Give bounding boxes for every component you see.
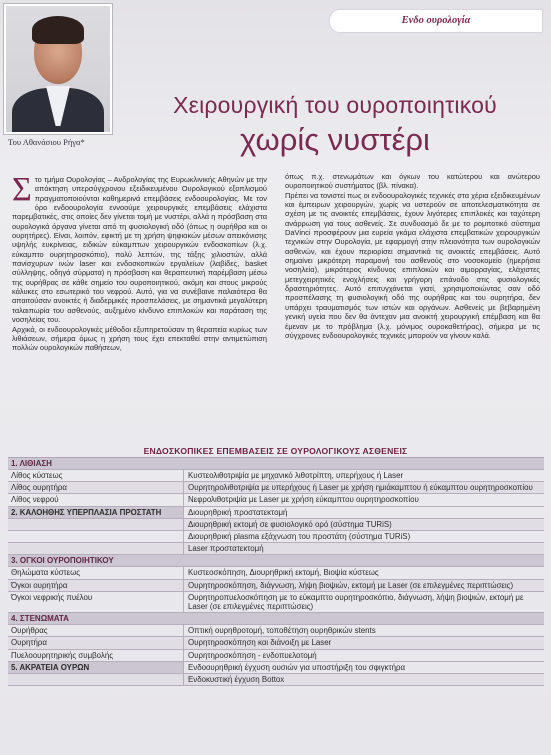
condition-cell: Πυελοουρητηρικής συμβολής [11, 650, 114, 660]
article-paragraph [12, 171, 267, 325]
procedure-cell: Ενδοκυστική έγχυση Bottox [183, 674, 544, 685]
article-paragraph: Αρχικά, οι ενδοουρολογικές μέθοδοι εξυπηρετούσαν τη θεραπεία κυρίως των λιθιάσεων, σήμερα όμως η χρήση τους έχει επεκταθεί στην αντιμετώπιση πολλών ουρολογικών παθήσεων, [12, 324, 267, 353]
condition-cell [8, 543, 183, 554]
procedure-cell: Ουρητηροσκόπηση και διάνοιξη με Laser [183, 637, 544, 648]
article-column-1 [12, 171, 267, 353]
procedure-cell: Ενδοουρηθρική έγχυση ουσιών για υποστήριξη του σφιγκτήρα [183, 662, 544, 673]
table-section-heading: 5. ΑΚΡΑΤΕΙΑ ΟΥΡΩΝ [8, 662, 183, 673]
table-row [8, 543, 544, 555]
table-row [8, 482, 544, 494]
procedure-cell: Κυστεοσκόπηση, Διουρηθρική εκτομή, Βιοψία κύστεως [183, 567, 544, 578]
table-section-heading: 4. ΣΤΕΝΩΜΑΤΑ [8, 613, 544, 625]
condition-cell: Όγκοι ουρητήρα [8, 580, 183, 591]
section-tag: Ενδο ουρολογία [330, 10, 542, 32]
photo-hair [32, 16, 84, 44]
procedure-cell: Ουρητηρολιθοτριψία με υπερήχους ή Laser με χρήση ημιάκαμπτου ή εύκαμπτου ουρητηροσκοπίου [183, 482, 544, 493]
procedure-cell: Νεφρολιθοτριψία με Laser με χρήση εύκαμπτου ουρητηροσκοπίου [183, 494, 544, 505]
procedure-cell: Διουρηθρική plasma εξάχνωση του προστάτη (σύστημα TURiS) [183, 531, 544, 542]
condition-cell: Λίθος νεφρού [11, 495, 59, 505]
table-row [8, 580, 544, 592]
condition-cell [8, 531, 183, 542]
condition-cell: Ουρήθρας [11, 626, 48, 636]
table-row [8, 567, 544, 579]
table-title: ΕΝΔΟΣΚΟΠΙΚΕΣ ΕΠΕΜΒΑΣΕΙΣ ΣΕ ΟΥΡΟΛΟΓΙΚΟΥΣ ΑΣΘΕΝΕΙΣ [143, 446, 408, 456]
condition-cell [8, 674, 183, 685]
condition-cell: Όγκοι νεφρικής πυέλου [11, 592, 93, 602]
condition-cell: Θηλώματα κύστεως [11, 568, 81, 578]
paragraph-text: το τμήμα Ουρολογίας – Ανδρολογίας της Ευρωκλινικής Αθηνών με την απόκτηση υπερσύγχρονου εξειδικευμένου Ουρολογικού εξοπλισμού πραγματοποιούνται καθημερινά επεμβάσεις ενδοουρολογίας. Με τον όρο ενδοουρολογία εννοούμε χειρουργικές επεμβάσεις ελάχιστα παρεμβατικές, στις οποίες δεν γίνεται τομή με νυστέρι, αλλά η πρόσβαση στα ουρολογικά όργανα γίνεται από τη φυσιολογική οδό (όπως η ουρήθρα και οι ουρητήρες). Είναι, λοιπόν, εφικτή με τη χρήση ψηφιακών μέσων απεικόνισης υψηλής ευκρίνειας, ειδικών εύκαμπτων χειρουργικών ενδοσκοπίων (λ.χ. εύκαμπτο ουρητηροσκόπιο), πολύ λεπτών, της τάξης χιλιοστών, αλλά πανίσχυρων ινών laser και ενδοσκοπικών εργαλείων (λαβίδες, basket σύλληψης, οδηγά σύρματα) η πρόσβαση και θεραπευτική παρέμβαση μέσω της ουρήθρας σε κάθε σημείο του ουροποιητικού, ακόμη και στους μικρούς κάλυκες στο εσωτερικό του νεφρού. Αυτό, για να συνέβαινε παλαιότερα θα απαιτούσαν ανοικτές ή διαδερμικές προσπελάσεις, με σημαντικά μεγαλύτερη ταλαιπωρία του ασθενούς, αυξημένο κίνδυνο επιπλοκών και παράταση της νοσηλείας του. [12, 175, 267, 325]
condition-cell: Λίθος κύστεως [11, 471, 63, 480]
condition-cell [8, 519, 183, 530]
article-column-2 [285, 172, 540, 340]
procedure-cell: Κυστεολιθοτριψία με μηχανικό λιθοτρίπτη, υπερήχους ή Laser [183, 470, 544, 481]
table-row [8, 637, 544, 649]
procedure-cell: Ουρητηροπυελοσκόπηση με το εύκαμπτο ουρητηροσκόπιο, διάγνωση, λήψη βιοψιών, εκτομή με Laser (σε επιλεγμένες περιπτώσεις) [183, 592, 544, 612]
table-row [8, 625, 544, 637]
table-section-heading: 1. ΛΙΘΙΑΣΗ [8, 458, 544, 470]
procedures-table [8, 457, 544, 686]
author-photo [4, 4, 112, 134]
table-row [8, 531, 544, 543]
procedure-cell: Διουρηθρική εκτομή σε φυσιολογικό ορό (σύστημα TURiS) [183, 519, 544, 530]
condition-cell: Ουρητήρα [8, 637, 183, 648]
article-paragraph: Πρέπει να τονιστεί πως οι ενδοουρολογικές τεχνικές στα χέρια εξειδικευμένων και έμπειρων χειρουργών, χωρίς να υστερούν σε αποτελεσματικότητα σε σχέση με τις ανοικτές επεμβάσεις, έχουν λιγότερες επιπλοκές και ταχύτερη ανάρρωση για τους ασθενείς. Σε συνδυασμό δε με το ρομποτικό σύστημα DaVinci προσφέρουν μια ευρεία γκάμα ελάχιστα επεμβατικών χειρουργικών τεχνικών στην Ουρολογία, με εφαρμογή στην πλειονότητα των ουρολογικών ασθενών, και έχουν περιορίσει σημαντικά τις ανοικτές επεμβάσεις. Αυτό σημαίνει μικρότερη παραμονή του ασθενούς στο νοσοκομείο (ημερήσια νοσηλεία), μικρότερος κίνδυνος επιπλοκών και αιμορραγίας, ελάχιστες μετεγχειρητικές ενοχλήσεις και γρήγορη επάνοδο στις φυσιολογικές δραστηριότητες. Αυτό επιτυγχάνεται γιατί, χρησιμοποιώντας σαν οδό προσπέλασης τη φυσιολογική οδό της ουρήθρας και του ουρητήρα, δεν υπάρχει τραυματισμός των ιστών και οργάνων. Ασθενείς με βεβαρημένη γενική υγεία που δεν θα άντεχαν μια ανοικτή χειρουργική επέμβαση και θα έμεναν με το πρόβλημα (λ.χ. μόνιμος ουροκαθετήρας), σήμερα με τις σύγχρονες ενδοουρολογικές τεχνικές μπορούν να γίνουν καλά. [285, 190, 540, 340]
table-row [8, 494, 544, 506]
procedure-cell: Διουρηθρική προστατεκτομή [183, 507, 544, 518]
table-section-row [8, 507, 544, 519]
table-section-heading: 2. ΚΑΛΟΗΘΗΣ ΥΠΕΡΠΛΑΣΙΑ ΠΡΟΣΤΑΤΗ [8, 507, 183, 518]
procedure-cell: Ουρητηροσκόπηση, διάγνωση, λήψη βιοψιών, εκτομή με Laser (σε επιλεγμένες περιπτώσεις) [183, 580, 544, 591]
table-row [8, 650, 544, 662]
article-title-line2: χωρίς νυστέρι [240, 122, 430, 157]
table-row [8, 470, 544, 482]
dropcap: Σ [12, 171, 32, 208]
condition-cell: Λίθος ουρητήρα [8, 482, 183, 493]
author-name: Του Αθανάσιου Ρήγα* [8, 137, 85, 147]
article-paragraph: όπως π.χ. στενωμάτων και όγκων του κατώτερου και ανώτερου ουροποιητικού συστήματος (βλ. πίνακα). [285, 172, 540, 191]
procedure-cell: Ουρητηροσκόπηση - ενδοπυελοτομή [183, 650, 544, 661]
table-row [8, 592, 544, 613]
table-section-heading: 3. ΟΓΚΟΙ ΟΥΡΟΠΟΙΗΤΙΚΟΥ [8, 555, 544, 567]
table-row [8, 519, 544, 531]
procedure-cell: Laser προστατεκτομή [183, 543, 544, 554]
table-section-row [8, 662, 544, 674]
article-title-line1: Χειρουργική του ουροποιητικού [173, 92, 497, 118]
table-row [8, 674, 544, 686]
procedure-cell: Οπτική ουρηθροτομή, τοποθέτηση ουρηθρικών stents [183, 625, 544, 636]
